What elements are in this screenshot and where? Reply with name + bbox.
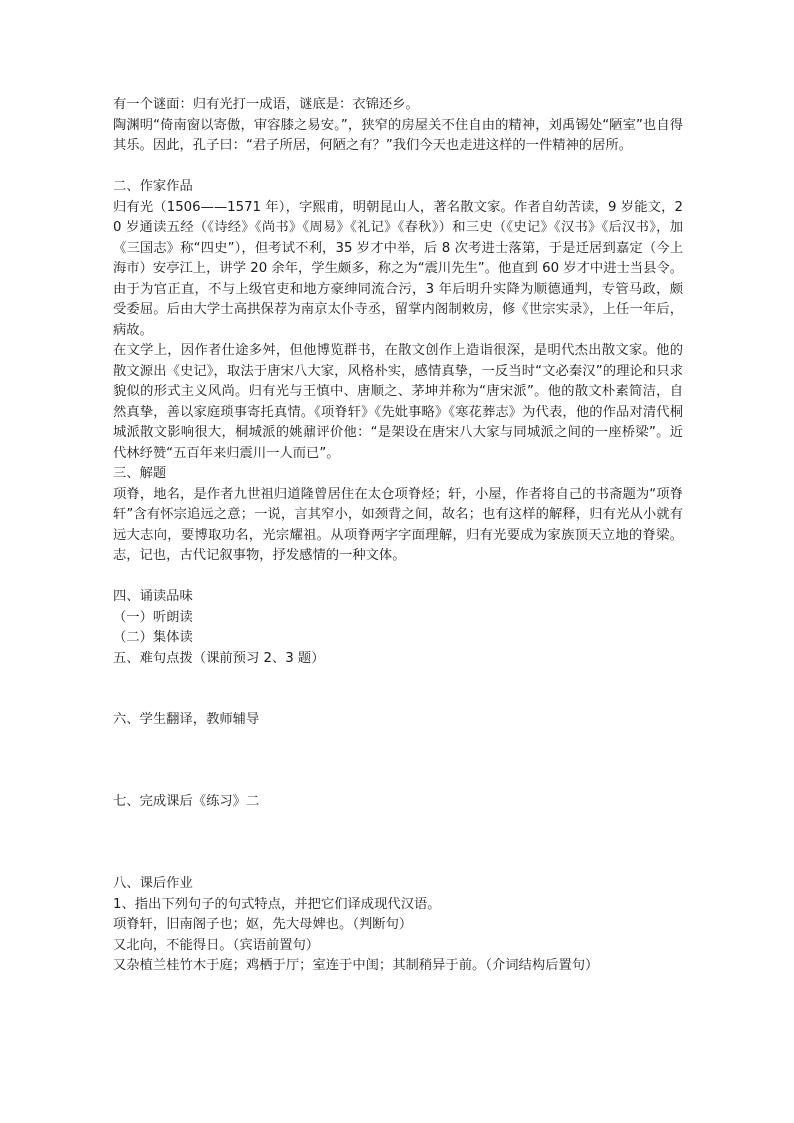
section-heading-difficult-sentences: 五、难句点拨（课前预习 2、3 题） — [113, 650, 325, 666]
example-sentence-judgment: 项脊轩，旧南阁子也；妪，先大母婢也。（判断句） — [113, 917, 413, 932]
section-heading-reading: 四、诵读品味 — [113, 589, 193, 604]
section-heading-translation: 六、学生翻译，教师辅导 — [113, 712, 260, 727]
blank-line — [113, 157, 683, 178]
homework-item-1: 1、指出下列句子的句式特点，并把它们译成现代汉语。 — [113, 896, 441, 912]
title-explanation-paragraph: 项脊，地名，是作者九世祖归道隆曾居住在太仓项脊烃；轩，小屋，作者将自己的书斋题为“项脊轩”含有怀宗追远之意；一说，言其窄小，如颈背之间，故名；也有这样的解释，归有光从小就有远大志向，要博取功名，光宗耀祖。从项脊两字字面理解，归有光要成为家族顶天立地的脊梁。志，记也，古代记叙事物，抒发感情的一种文体。 — [113, 486, 683, 563]
section-heading-author: 二、作家作品 — [113, 179, 193, 194]
subsection-listen: （一）听朗读 — [113, 609, 193, 625]
intro-paragraph: 陶渊明“倚南窗以寄傲，审容膝之易安。”，狭窄的房屋关不住自由的精神，刘禹锡处“陋室”也自得其乐。因此，孔子曰：“君子所居，何陋之有？”我们今天也走进这样的一件精神的居所。 — [113, 117, 683, 153]
blank-space — [113, 813, 683, 875]
blank-space — [113, 669, 683, 710]
subsection-group-read: （二）集体读 — [113, 630, 193, 645]
blank-line — [113, 567, 683, 588]
riddle-paragraph: 有一个谜面：归有光打一成语，谜底是：衣锦还乡。 — [113, 97, 419, 112]
document-body — [113, 95, 683, 977]
blank-space — [113, 731, 683, 793]
section-heading-exercises: 七、完成课后《练习》二 — [113, 794, 260, 809]
section-heading-homework: 八、课后作业 — [113, 876, 193, 891]
example-sentence-prepositional-postposed: 又杂植兰桂竹木于庭；鸡栖于厅；室连于中闺；其制稍异于前。（介词结构后置句） — [113, 958, 599, 973]
literary-achievement-paragraph: 在文学上，因作者仕途多舛，但他博览群书，在散文创作上造诣很深，是明代杰出散文家。他的散文源出《史记》，取法于唐宋八大家，风格朴实，感情真挚，一反当时“文必秦汉”的理论和只求貌似的形式主义风尚。归有光与王慎中、唐顺之、茅坤并称为“唐宋派”。他的散文朴素简洁，自然真挚，善以家庭琐事寄托真情。《项脊轩》《先妣事略》《寒花葬志》为代表，他的作品对清代桐城派散文影响很大，桐城派的姚鼐评价他：“是架设在唐宋八大家与同城派之间的一座桥梁”。近代林纾赞“五百年来归震川一人而已”。 — [113, 343, 683, 461]
section-heading-title-explanation: 三、解题 — [113, 466, 167, 481]
example-sentence-object-preposed: 又北向，不能得日。（宾语前置句） — [113, 937, 320, 953]
author-biography-paragraph: 归有光（1506——1571 年），字熙甫，明朝昆山人，著名散文家。作者自幼苦读，9 岁能文，20 岁通读五经（《诗经》《尚书》《周易》《礼记》《春秋》）和三史（《史记》《汉书》《后汉书》，加《三国志》称“四史”），但考试不利，35 岁才中举，后 8 次考进士落第，于是迁居到嘉定（今上海市）安亭江上，讲学 20 余年，学生颇多，称之为“震川先生”。他直到 60 岁才中进士当县令。由于为官正直，不与上级官吏和地方豪绅同流合污，3 年后明升实降为顺德通判，专管马政，颇受委屈。后由大学士高拱保荐为南京太仆寺丞，留掌内阁制敕房，修《世宗实录》，上任一年后，病故。 — [113, 199, 683, 338]
